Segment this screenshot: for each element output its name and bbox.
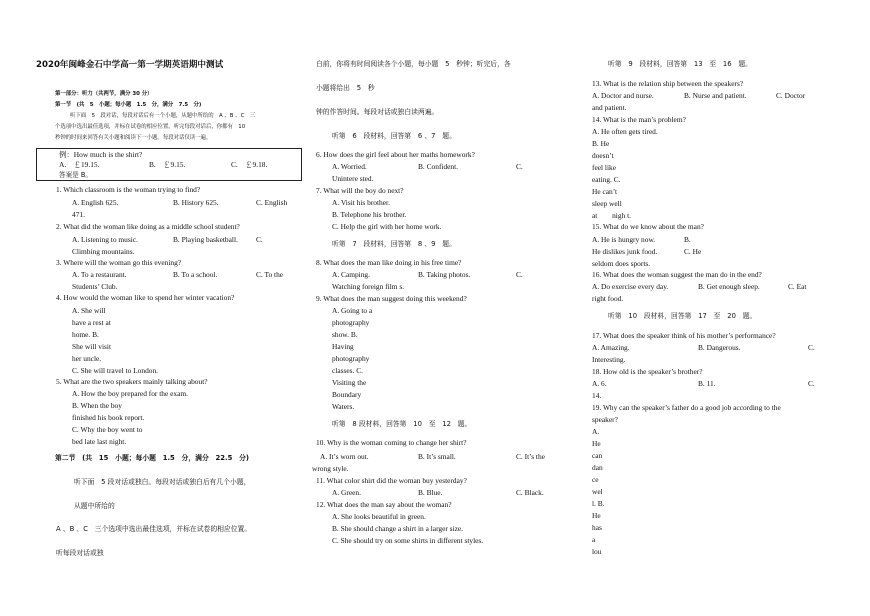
- option: He: [592, 511, 601, 520]
- option: photography: [332, 354, 370, 363]
- directions-line: 从题中所给的: [74, 502, 115, 510]
- question-9: 9. What does the man suggest doing this weekend?: [316, 294, 467, 303]
- option: 14.: [592, 391, 602, 400]
- option: A. Amazing.: [592, 343, 630, 352]
- question-14: 14. What is the man’s problem?: [592, 115, 686, 124]
- section1-heading: 第一节 (共 5 小题；每小题 1.5 分，满分 7.5 分): [55, 102, 202, 108]
- exam-title: 2020年闽峰金石中学高一第一学期英语期中测试: [36, 60, 224, 70]
- directions-line: 秒钟的时间来回答有关小题和阅读下一小题。每段对话仅读一遍。: [55, 135, 212, 141]
- option: A. Listening to music.: [72, 235, 138, 244]
- material-heading-9: 听第 9 段材料，回答第 13 至 16 题。: [608, 60, 752, 68]
- option: Interesting.: [592, 355, 626, 364]
- option: A. Green.: [332, 488, 361, 497]
- option: Climbing mountains.: [72, 247, 135, 256]
- option: finished his book report.: [72, 413, 145, 422]
- option: C.: [516, 270, 523, 279]
- option: wel: [592, 487, 603, 496]
- option: feel like: [592, 163, 617, 172]
- option: 471.: [72, 210, 85, 219]
- option: eating. C.: [592, 175, 621, 184]
- directions-line: 听下面 5 段对话，每段对话后有一个小题，从题中所给的 A 、B 、C 三: [70, 113, 256, 119]
- example-question: 例：How much is the shirt?: [59, 150, 143, 159]
- option: a: [592, 535, 596, 544]
- option: Having: [332, 342, 354, 351]
- option: C.: [808, 343, 815, 352]
- material-heading-7: 听第 7 段材料，回答第 8 、9 题。: [332, 240, 456, 248]
- option: Watching foreign film s.: [332, 282, 405, 291]
- option: B. Nurse and patient.: [684, 91, 747, 100]
- directions-line: 听每段对话或独: [56, 549, 104, 557]
- question-2: 2. What did the woman like doing as a middle school student?: [56, 222, 240, 231]
- option: He: [592, 439, 601, 448]
- option: C. Doctor: [776, 91, 806, 100]
- material-heading-6: 听第 6 段材料，回答第 6 、7 题。: [332, 132, 456, 140]
- question-10: 10. Why is the woman coming to change her shirt?: [316, 438, 467, 447]
- option: dan: [592, 463, 603, 472]
- option: A. English 625.: [72, 198, 119, 207]
- directions-line: 个选项中选出最佳选项，并标在试卷的相应位置。听完每段对话后，你都有 10: [55, 124, 246, 130]
- question-6: 6. How does the girl feel about her maths homework?: [316, 150, 475, 159]
- option: C. Black.: [516, 488, 544, 497]
- option: B. He: [592, 139, 610, 148]
- option: doesn’t: [592, 151, 614, 160]
- question-11: 11. What color shirt did the woman buy yesterday?: [316, 476, 467, 485]
- option: A. It’s worn out.: [320, 452, 369, 461]
- example-option-a: A. ￡19.15.: [59, 160, 100, 169]
- question-17: 17. What does the speaker think of his mother’s performance?: [592, 331, 776, 340]
- option: Boundary: [332, 390, 362, 399]
- option: her uncle.: [72, 354, 102, 363]
- question-18: 18. How old is the speaker’s brother?: [592, 367, 703, 376]
- option: at nigh t.: [592, 211, 632, 220]
- option: B. To a school.: [173, 270, 218, 279]
- option: A. She looks beautiful in green.: [332, 512, 426, 521]
- option: C. Help the girl with her home work.: [332, 222, 442, 231]
- option: sleep well: [592, 199, 622, 208]
- question-16: 16. What does the woman suggest the man do in the end?: [592, 270, 762, 279]
- option: A. How the boy prepared for the exam.: [72, 389, 188, 398]
- option: B.: [684, 235, 691, 244]
- option: A. To a restaurant.: [72, 270, 127, 279]
- option: A. Do exercise every day.: [592, 282, 669, 291]
- option: wrong style.: [312, 464, 349, 473]
- option: and patient.: [592, 103, 627, 112]
- option: bed late last night.: [72, 437, 127, 446]
- option: C. She should try on some shirts in different styles.: [332, 536, 484, 545]
- option: right food.: [592, 294, 624, 303]
- option: can: [592, 451, 603, 460]
- option: C. Why the boy went to: [72, 425, 143, 434]
- option: A. Worried.: [332, 162, 367, 171]
- example-box: [36, 148, 302, 181]
- option: B. History 625.: [173, 198, 219, 207]
- directions-line: 小题将给出 5 秒: [316, 84, 375, 92]
- option: B. Playing basketball.: [173, 235, 238, 244]
- option: C. It’s the: [516, 452, 545, 461]
- question-13: 13. What is the relation ship between the speakers?: [592, 79, 744, 88]
- option: A. Visit his brother.: [332, 198, 390, 207]
- option: A. He often gets tired.: [592, 127, 658, 136]
- option: seldom does sports.: [592, 259, 651, 268]
- option: A. 6.: [592, 379, 607, 388]
- question-7: 7. What will the boy do next?: [316, 186, 404, 195]
- option: A. She will: [72, 306, 106, 315]
- option: Waters.: [332, 402, 355, 411]
- example-answer: 答案是 B。: [59, 171, 92, 179]
- material-heading-10: 听第 10 段材料，回答第 17 至 20 题。: [608, 312, 757, 320]
- option: A.: [592, 427, 600, 436]
- option: Unintere sted.: [332, 174, 374, 183]
- question-5: 5. What are the two speakers mainly talking about?: [56, 377, 208, 386]
- option: B. 11.: [698, 379, 716, 388]
- option: show. B.: [332, 330, 358, 339]
- option: He can’t: [592, 187, 618, 196]
- question-15: 15. What do we know about the man?: [592, 222, 704, 231]
- option: C.: [256, 235, 263, 244]
- option: A. Going to a: [332, 306, 373, 315]
- option: C.: [808, 379, 815, 388]
- option: C.: [516, 162, 523, 171]
- option: B. Get enough sleep.: [698, 282, 760, 291]
- option: B. She should change a shirt in a larger size.: [332, 524, 464, 533]
- option: home. B.: [72, 330, 99, 339]
- option: classes. C.: [332, 366, 363, 375]
- section2-heading: 第二节 (共 15 小题；每小题 1.5 分，满分 22.5 分): [55, 454, 250, 462]
- option: ce: [592, 475, 599, 484]
- option: photography: [332, 318, 370, 327]
- option: C. Eat: [788, 282, 807, 291]
- option: l. B.: [592, 499, 605, 508]
- option: B. When the boy: [72, 401, 122, 410]
- question-8: 8. What does the man like doing in his free time?: [316, 258, 462, 267]
- material-heading-8: 听第 8 段材料，回答第 10 至 12 题。: [332, 420, 472, 428]
- option: C. He: [684, 247, 702, 256]
- option: C. She will travel to London.: [72, 366, 159, 375]
- option: B. Telephone his brother.: [332, 210, 407, 219]
- directions-line: A 、B 、C 三个选项中选出最佳选项，并标在试卷的相应位置。: [56, 525, 252, 533]
- option: Students’ Club.: [72, 282, 118, 291]
- question-19: 19. Why can the speaker’s father do a good job according to the: [592, 403, 781, 412]
- question-1: 1. Which classroom is the woman trying to find?: [56, 185, 201, 194]
- example-option-b: B. ￡9.15.: [149, 160, 186, 169]
- option: has: [592, 523, 602, 532]
- option: B. Dangerous.: [698, 343, 741, 352]
- option: lou: [592, 547, 602, 556]
- directions-line: 钟的作答时间。每段对话或独白读两遍。: [316, 108, 439, 116]
- question-19-cont: speaker?: [592, 415, 618, 424]
- option: C. English: [256, 198, 288, 207]
- option: A. He is hungry now.: [592, 235, 656, 244]
- directions-line: 白前，你将有时间阅读各个小题，每小题 5 秒钟；听完后，各: [316, 60, 511, 68]
- question-12: 12. What does the man say about the woman?: [316, 500, 452, 509]
- option: B. It’s small.: [418, 452, 456, 461]
- option: She will visit: [72, 342, 112, 351]
- option: A. Camping.: [332, 270, 370, 279]
- directions-line: 听下面 5 段对话或独白。每段对话或独白后有几个小题，: [74, 478, 251, 486]
- option: A. Doctor and nurse.: [592, 91, 654, 100]
- question-4: 4. How would the woman like to spend her winter vacation?: [56, 293, 235, 302]
- option: B. Taking photos.: [418, 270, 471, 279]
- example-option-c: C. ￡9.18.: [231, 160, 268, 169]
- option: have a rest at: [72, 318, 111, 327]
- option: He dislikes junk food.: [592, 247, 658, 256]
- option: C. To the: [256, 270, 284, 279]
- option: B. Confident.: [418, 162, 459, 171]
- option: B. Blue.: [418, 488, 443, 497]
- question-3: 3. Where will the woman go this evening?: [56, 258, 182, 267]
- option: Visiting the: [332, 378, 367, 387]
- part1-heading: 第一部分：听力（共两节，满分 30 分）: [55, 91, 153, 97]
